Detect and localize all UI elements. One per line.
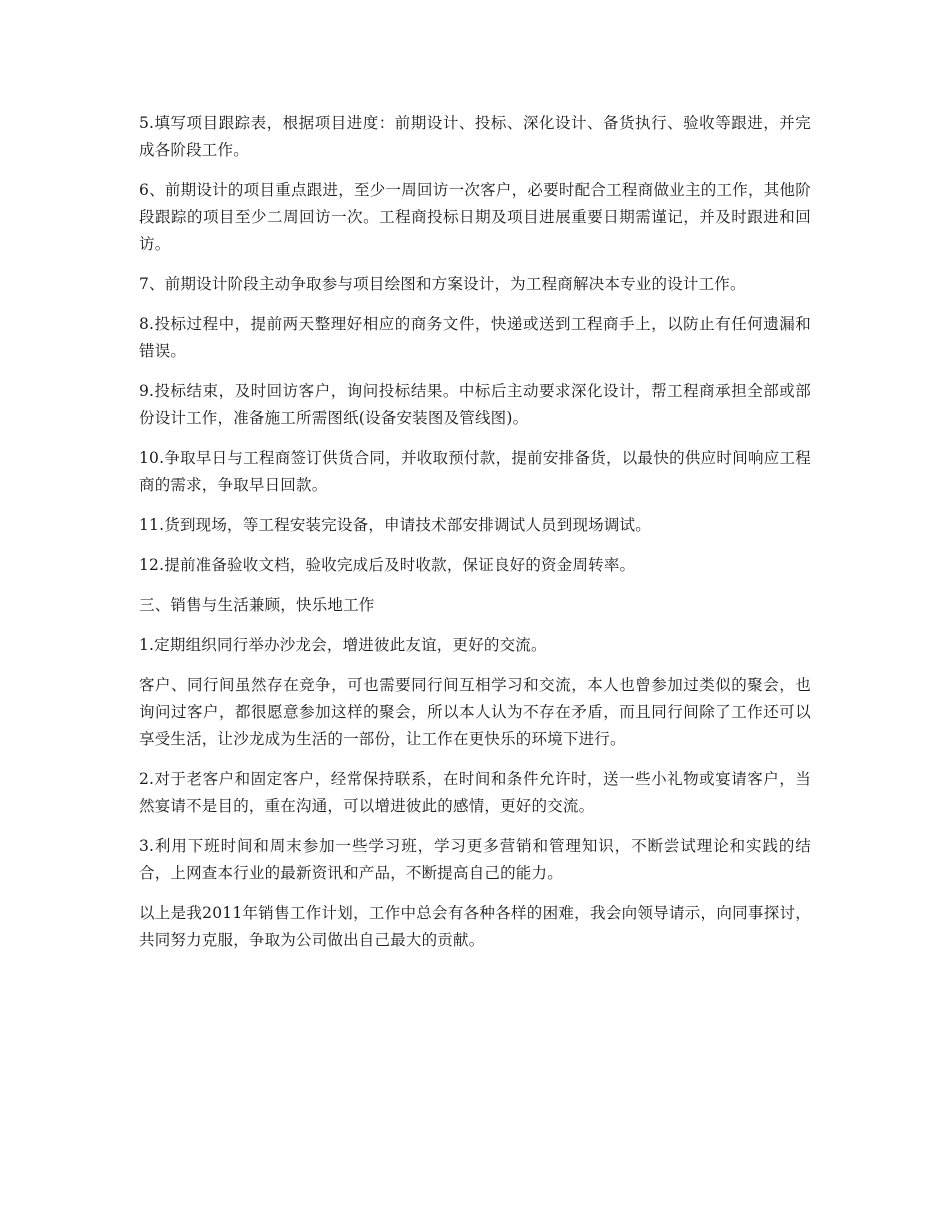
paragraph-item-8-bidding: 8.投标过程中，提前两天整理好相应的商务文件，快递或送到工程商手上，以防止有任何遗漏和错误。: [139, 315, 811, 360]
paragraph-item-5-tracking: 5.填写项目跟踪表，根据项目进度：前期设计、投标、深化设计、备货执行、验收等跟进，并完成各阶段工作。: [139, 114, 811, 159]
paragraph-conclusion: 以上是我2011年销售工作计划，工作中总会有各种各样的困难，我会向领导请示，向同事探讨，共同努力克服，争取为公司做出自己最大的贡献。: [139, 904, 811, 949]
paragraph-salon-detail: 客户、同行间虽然存在竞争，可也需要同行间互相学习和交流，本人也曾参加过类似的聚会，也询问过客户，都很愿意参加这样的聚会，所以本人认为不存在矛盾，而且同行间除了工作还可以享受生活，让沙龙成为生活的一部份，让工作在更快乐的环境下进行。: [139, 676, 811, 748]
paragraph-item-3-learning: 3.利用下班时间和周末参加一些学习班，学习更多营销和管理知识，不断尝试理论和实践的结合，上网查本行业的最新资讯和产品，不断提高自己的能力。: [139, 837, 811, 882]
section-heading-3: 三、销售与生活兼顾，快乐地工作: [139, 596, 375, 614]
paragraph-item-12-acceptance: 12.提前准备验收文档，验收完成后及时收款，保证良好的资金周转率。: [139, 556, 636, 574]
paragraph-item-9-bid-result: 9.投标结束，及时回访客户，询问投标结果。中标后主动要求深化设计，帮工程商承担全部或部份设计工作，准备施工所需图纸(设备安装图及管线图)。: [139, 382, 811, 427]
paragraph-item-7-design: 7、前期设计阶段主动争取参与项目绘图和方案设计，为工程商解决本专业的设计工作。: [139, 275, 746, 293]
paragraph-item-2-clients: 2.对于老客户和固定客户，经常保持联系，在时间和条件允许时，送一些小礼物或宴请客户，当然宴请不是目的，重在沟通，可以增进彼此的感情，更好的交流。: [139, 770, 811, 815]
paragraph-item-6-followup: 6、前期设计的项目重点跟进，至少一周回访一次客户，必要时配合工程商做业主的工作，其他阶段跟踪的项目至少二周回访一次。工程商投标日期及项目进展重要日期需谨记，并及时跟进和回访。: [139, 181, 811, 253]
paragraph-item-11-delivery: 11.货到现场，等工程安装完设备，申请技术部安排调试人员到现场调试。: [139, 516, 651, 534]
paragraph-item-10-contract: 10.争取早日与工程商签订供货合同，并收取预付款，提前安排备货，以最快的供应时间响应工程商的需求，争取早日回款。: [139, 449, 811, 494]
document-body: [139, 110, 811, 967]
paragraph-item-1-salon: 1.定期组织同行举办沙龙会，增进彼此友谊，更好的交流。: [139, 636, 547, 654]
